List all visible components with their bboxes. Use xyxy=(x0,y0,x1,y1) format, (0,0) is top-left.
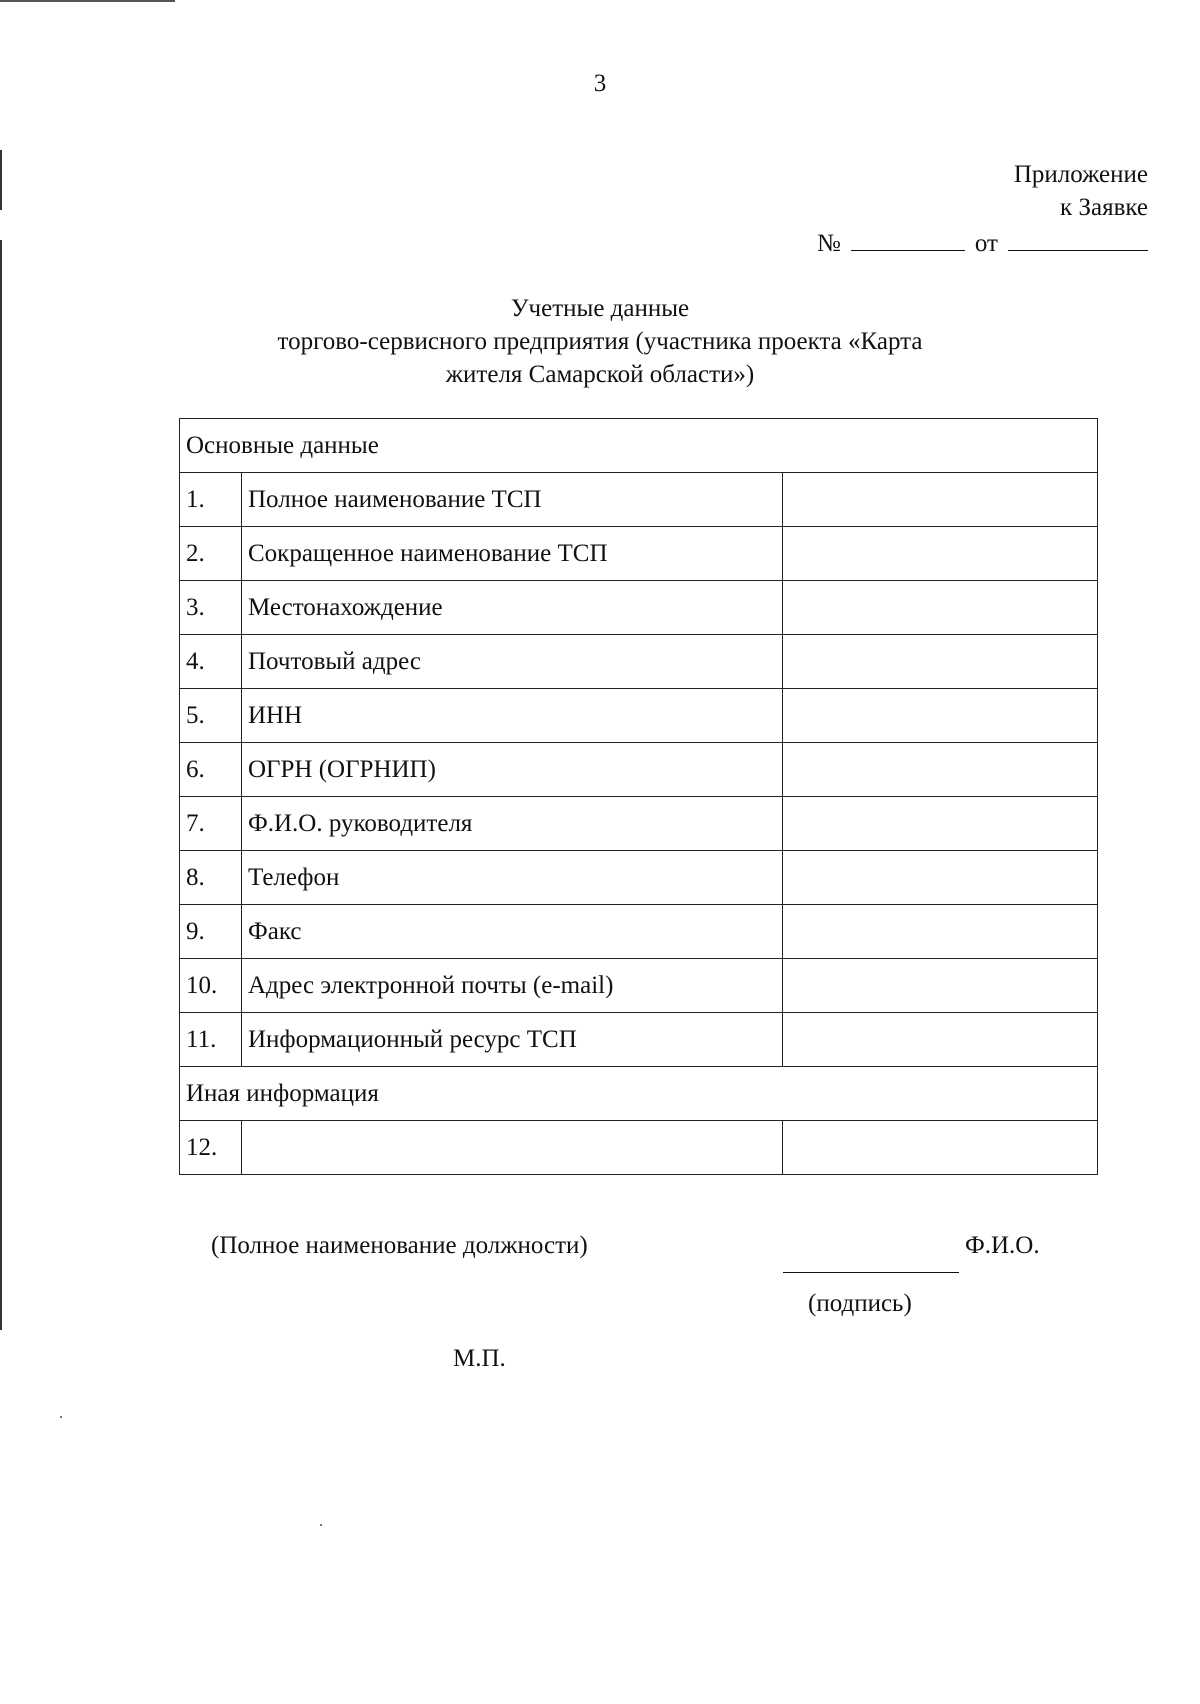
row-field-name: ИНН xyxy=(242,689,783,743)
row-number: 4. xyxy=(180,635,242,689)
row-number: 1. xyxy=(180,473,242,527)
annex-reference: к Заявке xyxy=(1060,194,1148,221)
row-field-value[interactable] xyxy=(783,851,1098,905)
row-field-name: Факс xyxy=(242,905,783,959)
row-field-name: ОГРН (ОГРНИП) xyxy=(242,743,783,797)
scan-artifact-edge xyxy=(0,150,2,210)
table-row xyxy=(180,1013,1098,1067)
row-field-name: Адрес электронной почты (e-mail) xyxy=(242,959,783,1013)
document-subtitle-line1: торгово-сервисного предприятия (участника проекта «Карта xyxy=(277,328,923,355)
date-label: от xyxy=(974,230,998,257)
scan-artifact-dot xyxy=(320,1524,322,1526)
number-blank-field[interactable] xyxy=(851,224,965,251)
table-row xyxy=(180,473,1098,527)
row-field-name: Сокращенное наименование ТСП xyxy=(242,527,783,581)
row-field-value[interactable] xyxy=(783,743,1098,797)
row-field-value[interactable] xyxy=(783,581,1098,635)
row-field-value[interactable] xyxy=(783,689,1098,743)
row-number: 9. xyxy=(180,905,242,959)
table-row xyxy=(180,905,1098,959)
section-row-main xyxy=(180,419,1098,473)
row-number: 11. xyxy=(180,1013,242,1067)
row-field-name: Ф.И.О. руководителя xyxy=(242,797,783,851)
table-row xyxy=(180,959,1098,1013)
table-row xyxy=(180,851,1098,905)
table-row xyxy=(180,581,1098,635)
scan-artifact-top-line xyxy=(0,0,175,2)
section-header-other: Иная информация xyxy=(180,1067,1098,1121)
document-subtitle-line2: жителя Самарской области») xyxy=(445,361,755,388)
signature-caption: (подпись) xyxy=(808,1290,912,1317)
row-field-value[interactable] xyxy=(783,959,1098,1013)
row-number: 12. xyxy=(180,1121,242,1175)
section-header-main: Основные данные xyxy=(180,419,1098,473)
table-row xyxy=(180,635,1098,689)
number-label: № xyxy=(817,230,841,257)
row-field-value[interactable] xyxy=(783,1013,1098,1067)
row-number: 3. xyxy=(180,581,242,635)
row-number: 6. xyxy=(180,743,242,797)
row-field-name: Информационный ресурс ТСП xyxy=(242,1013,783,1067)
document-title: Учетные данные xyxy=(510,295,690,322)
row-number: 7. xyxy=(180,797,242,851)
table-row xyxy=(180,1121,1098,1175)
table-row xyxy=(180,689,1098,743)
annex-number-line xyxy=(817,224,1148,260)
scan-artifact-edge xyxy=(0,240,2,1330)
page-number: 3 xyxy=(593,70,607,97)
row-field-name: Телефон xyxy=(242,851,783,905)
section-row-other xyxy=(180,1067,1098,1121)
row-field-name: Местонахождение xyxy=(242,581,783,635)
row-field-name xyxy=(242,1121,783,1175)
table-row xyxy=(180,797,1098,851)
stamp-placeholder: М.П. xyxy=(453,1345,506,1372)
date-blank-field[interactable] xyxy=(1008,224,1148,251)
row-number: 2. xyxy=(180,527,242,581)
row-field-name: Полное наименование ТСП xyxy=(242,473,783,527)
registration-data-table xyxy=(179,418,1098,1175)
row-field-name: Почтовый адрес xyxy=(242,635,783,689)
row-field-value[interactable] xyxy=(783,905,1098,959)
signatory-name: Ф.И.О. xyxy=(965,1232,1040,1259)
annex-title: Приложение xyxy=(1013,161,1148,188)
row-field-value[interactable] xyxy=(783,635,1098,689)
row-field-value[interactable] xyxy=(783,527,1098,581)
row-field-value[interactable] xyxy=(783,797,1098,851)
row-field-value[interactable] xyxy=(783,1121,1098,1175)
scan-artifact-dot xyxy=(60,1416,62,1418)
row-number: 5. xyxy=(180,689,242,743)
table-row xyxy=(180,527,1098,581)
row-number: 10. xyxy=(180,959,242,1013)
row-number: 8. xyxy=(180,851,242,905)
table-row xyxy=(180,743,1098,797)
row-field-value[interactable] xyxy=(783,473,1098,527)
signature-line[interactable] xyxy=(783,1272,959,1273)
signatory-position: (Полное наименование должности) xyxy=(211,1232,588,1259)
